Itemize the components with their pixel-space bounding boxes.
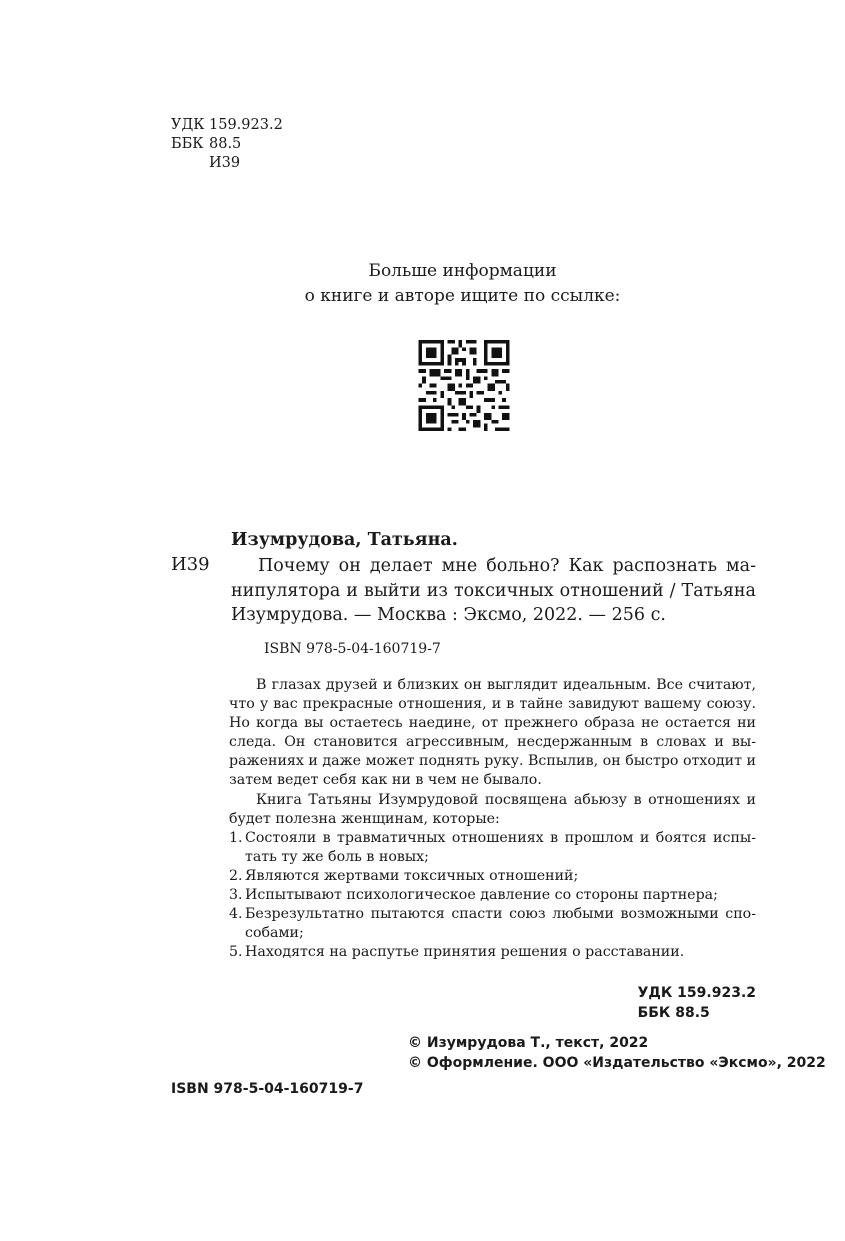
udk-bottom: УДК 159.923.2 — [637, 985, 756, 1001]
udk-line — [171, 116, 283, 135]
annotation-paragraph-1: В глазах друзей и близких он выглядит идеальным. Все считают, что у вас прекрасные отношения, и в тайне завидуют вашему союзу. Но когда вы остаетесь наедине, от прежнего образа не остается ни следа. Он становится агрессивным, несдержанным в словах и выражениях и даже может поднять руку. Вспылив, он быстро отходит и затем ведет себя как ни в чем не бывало. — [229, 677, 756, 789]
list-text: Состояли в травматичных отношениях в прошлом и боятся испытать ту же боль в новых; — [245, 829, 756, 865]
list-item — [229, 886, 756, 905]
list-text: Испытывают психологическое давление со стороны партнера; — [245, 887, 718, 904]
catalog-code: И39 — [171, 554, 210, 575]
list-text: Являются жертвами токсичных отношений; — [245, 867, 579, 884]
list-number: 2. — [229, 867, 243, 884]
copyright-block — [408, 1034, 826, 1073]
list-number: 3. — [229, 887, 243, 904]
list-number: 1. — [229, 829, 243, 846]
annotation-paragraph-2: Книга Татьяны Изумрудовой посвящена абьюзу в отношениях и будет полезна женщинам, которые: — [229, 791, 756, 827]
list-item — [229, 943, 756, 962]
author-code-line — [171, 154, 283, 173]
classification-bottom — [638, 984, 756, 1023]
catalog-isbn: ISBN 978-5-04-160719-7 — [264, 641, 441, 657]
classification-header — [171, 116, 283, 173]
bbk-value: 88.5 — [209, 136, 242, 152]
list-text: Безрезультатно пытаются спасти союз любыми возможными способами; — [245, 906, 756, 942]
copyright-line-1: © Изумрудова Т., текст, 2022 — [408, 1035, 649, 1051]
isbn-bottom: ISBN 978-5-04-160719-7 — [171, 1081, 364, 1097]
list-number: 4. — [229, 906, 243, 923]
bbk-line — [171, 135, 283, 154]
list-item — [229, 829, 756, 867]
author-code: И39 — [209, 155, 241, 171]
qr-code-icon[interactable] — [417, 340, 511, 431]
annotation — [229, 676, 756, 962]
list-item — [229, 867, 756, 886]
bbk-bottom: ББК 88.5 — [637, 1004, 710, 1021]
list-number: 5. — [229, 944, 243, 961]
copyright-line-2: © Оформление. ООО «Издательство «Эксмо», 2022 — [408, 1054, 826, 1071]
udk-label: УДК — [171, 117, 205, 133]
more-info-line-2: о книге и авторе ищите по ссылке: — [304, 286, 621, 306]
bbk-label: ББК — [171, 136, 204, 152]
list-text: Находятся на распутье принятия решения о расставании. — [245, 944, 685, 961]
udk-value: 159.923.2 — [209, 117, 283, 133]
list-item — [229, 905, 756, 943]
more-info-line-1: Больше информации — [368, 261, 557, 281]
author-heading: Изумрудова, Татьяна. — [231, 530, 458, 550]
catalog-title: Почему он делает мне больно? Как распознать манипулятора и выйти из токсичных отношений / Татьяна Изумрудова. — Москва : Эксмо, 2022. — 256 с. — [231, 556, 756, 625]
